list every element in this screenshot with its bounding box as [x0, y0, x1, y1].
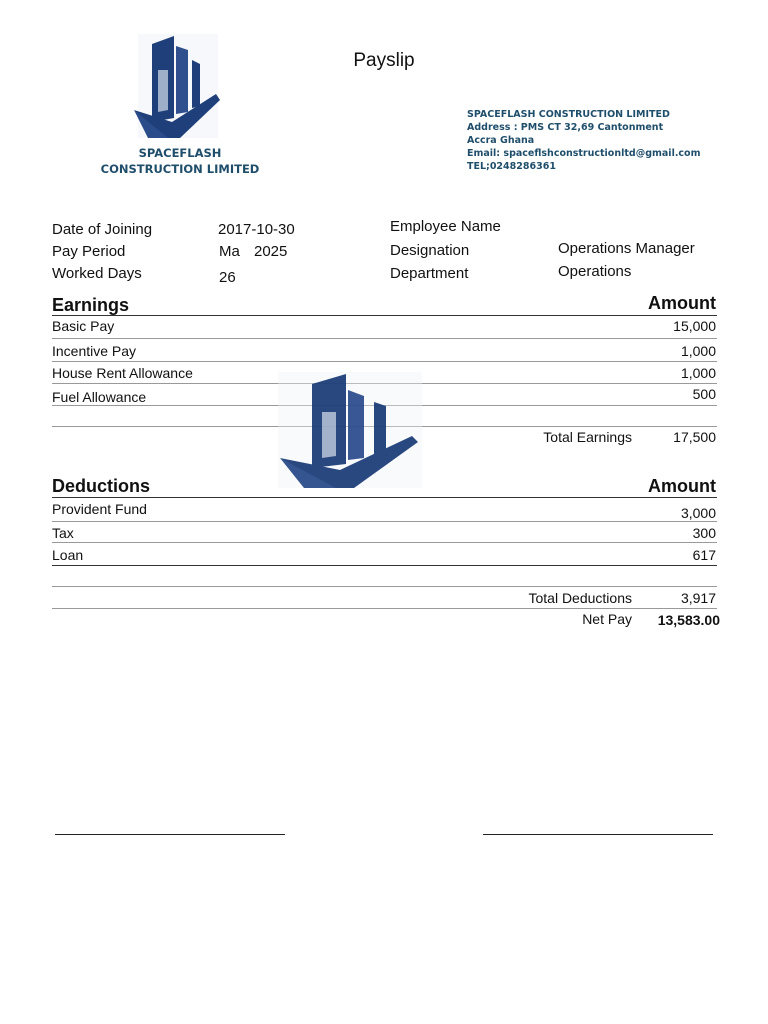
- watermark-logo: [278, 372, 422, 488]
- total-deductions-value: 3,917: [680, 590, 716, 606]
- company-name-under-logo: SPACEFLASH CONSTRUCTION LIMITED: [100, 146, 260, 176]
- department-value: Operations: [558, 263, 632, 280]
- company-address-block: [467, 108, 757, 173]
- designation-value: Operations Manager: [558, 240, 695, 257]
- net-pay-value: 13,583.00: [657, 612, 720, 628]
- earnings-heading: Earnings: [52, 295, 130, 315]
- signature-line-right: [483, 834, 713, 835]
- divider: [52, 565, 717, 566]
- total-earnings-label: Total Earnings: [543, 429, 632, 445]
- date-of-joining-label: Date of Joining: [52, 221, 153, 238]
- pay-period-label: Pay Period: [52, 243, 126, 260]
- deductions-amount-heading: Amount: [648, 476, 716, 496]
- address-line: SPACEFLASH CONSTRUCTION LIMITED: [467, 109, 670, 120]
- earning-label: Incentive Pay: [52, 343, 137, 359]
- net-pay-label: Net Pay: [582, 611, 632, 627]
- deduction-label: Loan: [52, 547, 84, 563]
- earning-label: Fuel Allowance: [52, 389, 147, 405]
- earning-amount: 15,000: [673, 318, 716, 334]
- worked-days-label: Worked Days: [52, 265, 142, 282]
- divider: [52, 586, 717, 587]
- deduction-label: Provident Fund: [52, 501, 147, 517]
- worked-days-value: 26: [219, 269, 236, 286]
- signature-line-left: [55, 834, 285, 835]
- divider: [52, 338, 717, 339]
- divider: [52, 608, 717, 609]
- pay-period-year: 2025: [254, 243, 288, 260]
- earning-label: House Rent Allowance: [52, 365, 193, 381]
- company-logo: [128, 30, 228, 142]
- earning-amount: 1,000: [680, 343, 716, 359]
- address-line: Email: spaceflshconstructionltd@gmail.com: [467, 148, 701, 159]
- divider: [52, 361, 717, 362]
- divider: [52, 542, 717, 543]
- divider: [52, 315, 717, 316]
- earnings-amount-heading: Amount: [648, 293, 716, 313]
- divider: [52, 497, 717, 498]
- total-earnings-value: 17,500: [673, 429, 716, 445]
- deduction-label: Tax: [52, 525, 74, 541]
- deduction-amount: 3,000: [680, 505, 716, 521]
- designation-label: Designation: [390, 242, 470, 259]
- earning-amount: 500: [692, 386, 716, 402]
- deduction-amount: 617: [692, 547, 716, 563]
- deductions-heading: Deductions: [52, 476, 151, 496]
- address-line: Address : PMS CT 32,69 Cantonment: [467, 122, 664, 133]
- building-logo-icon: [128, 30, 228, 142]
- address-line: TEL;0248286361: [467, 161, 556, 172]
- earning-amount: 1,000: [680, 365, 716, 381]
- building-watermark-icon: [278, 372, 422, 488]
- deduction-amount: 300: [692, 525, 716, 541]
- employee-name-label: Employee Name: [390, 218, 501, 235]
- address-line: Accra Ghana: [467, 135, 535, 146]
- pay-period-month: Ma: [219, 243, 240, 260]
- total-deductions-label: Total Deductions: [528, 590, 632, 606]
- divider: [52, 521, 717, 522]
- page-title: Payslip: [353, 50, 415, 71]
- date-of-joining-value: 2017-10-30: [218, 221, 295, 238]
- earning-label: Basic Pay: [52, 318, 115, 334]
- department-label: Department: [390, 265, 469, 282]
